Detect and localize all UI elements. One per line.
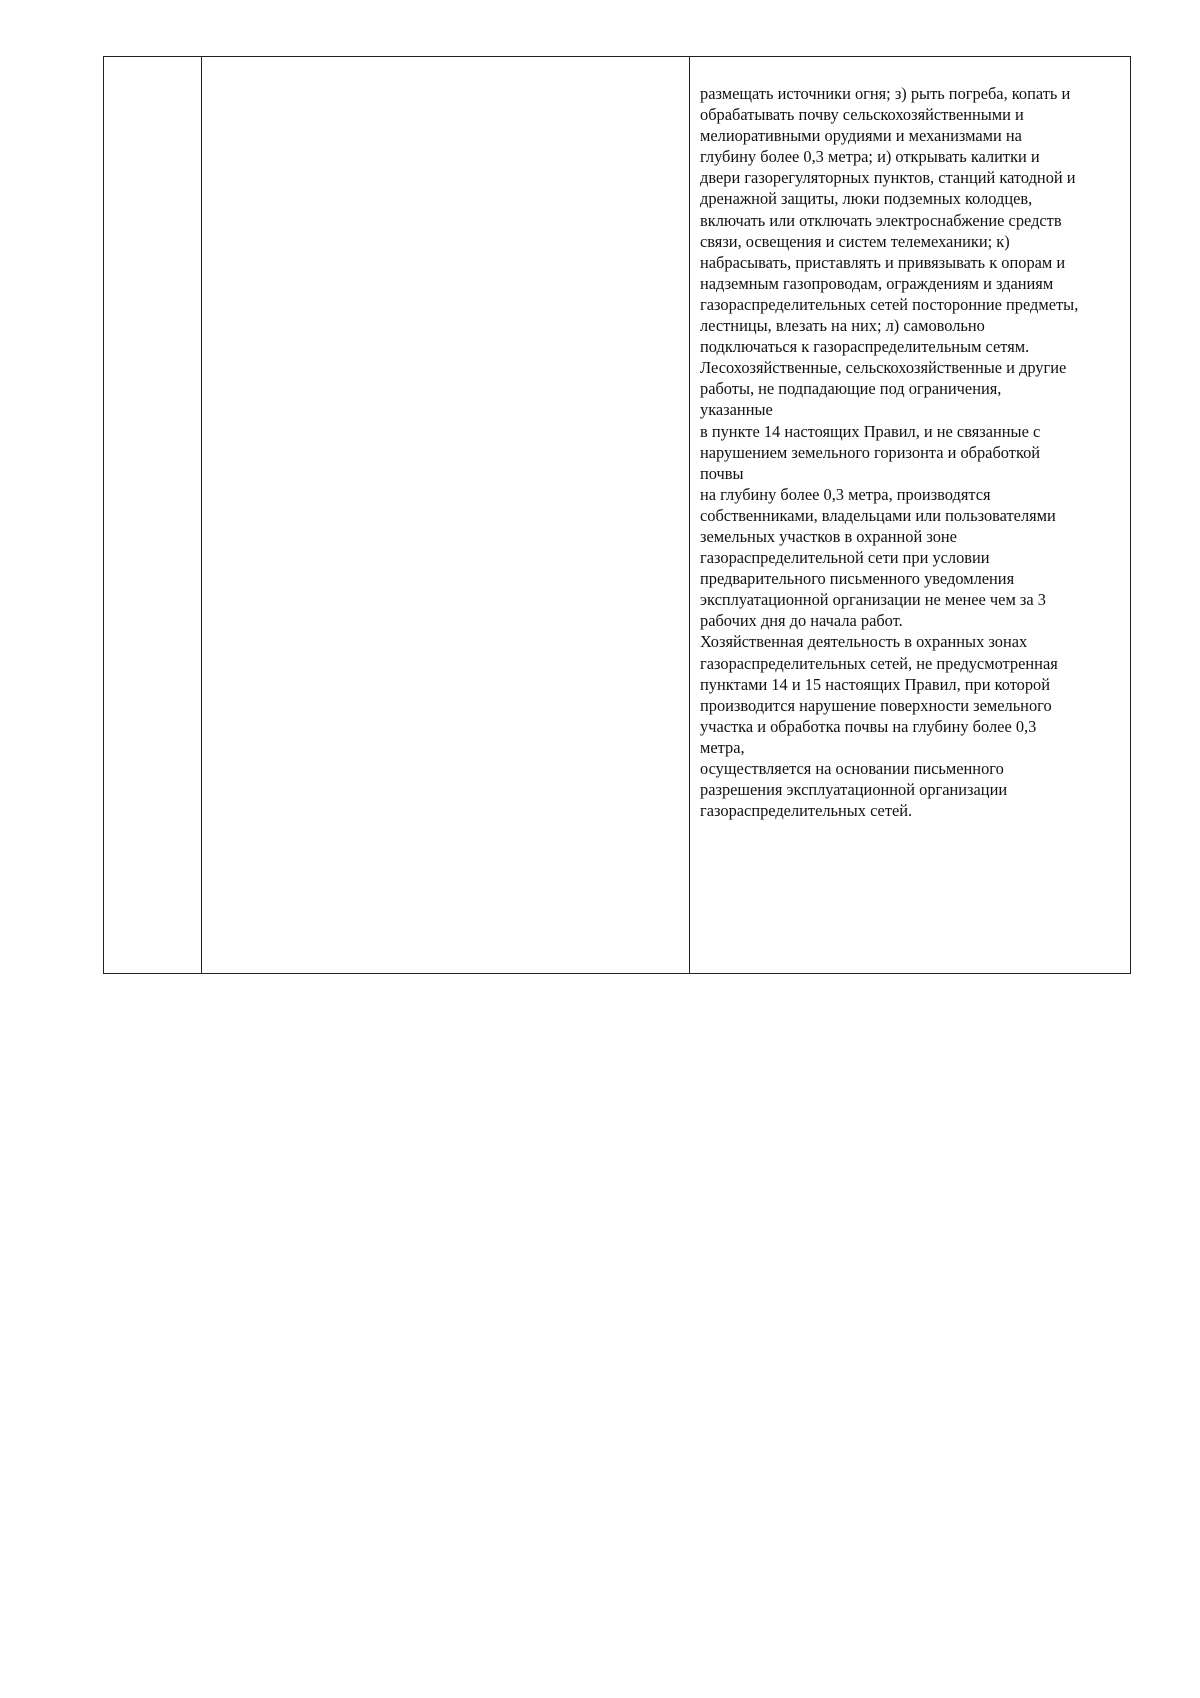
text-line: глубину более 0,3 метра; и) открывать калитки и (700, 147, 1040, 167)
regulation-text-block (700, 83, 1122, 821)
text-line: собственниками, владельцами или пользователями (700, 505, 1056, 525)
text-line: газораспределительных сетей. (700, 801, 913, 821)
text-line: осуществляется на основании письменного (700, 759, 1004, 778)
text-line: земельных участков в охранной зоне (700, 526, 957, 546)
table-cell-column-2 (202, 57, 690, 973)
text-line: лестницы, влезать на них; л) самовольно (700, 316, 985, 336)
table-cell-column-3 (690, 57, 1130, 973)
text-line: в пункте 14 настоящих Правил, и не связанные с (700, 421, 1041, 441)
text-line: подключаться к газораспределительным сетям. (700, 337, 1030, 357)
text-line: Лесохозяйственные, сельскохозяйственные и другие (700, 358, 1067, 378)
text-line: связи, освещения и систем телемеханики; к) (700, 231, 1010, 251)
text-line: метра, (700, 737, 745, 757)
text-line: набрасывать, приставлять и привязывать к опорам и (700, 252, 1066, 272)
text-line: двери газорегуляторных пунктов, станций катодной и (700, 168, 1076, 188)
text-line: Хозяйственная деятельность в охранных зонах (700, 632, 1028, 652)
text-line: рабочих дня до начала работ. (700, 611, 903, 631)
text-line: на глубину более 0,3 метра, производятся (700, 484, 991, 504)
text-line: дренажной защиты, люки подземных колодцев, (700, 189, 1033, 209)
text-line: производится нарушение поверхности земельного (700, 695, 1052, 715)
text-line: указанные (700, 400, 773, 420)
text-line: надземным газопроводам, ограждениям и зданиям (700, 273, 1054, 293)
text-line: обрабатывать почву сельскохозяйственными и (700, 105, 1024, 125)
text-line: предварительного письменного уведомления (700, 569, 1015, 589)
text-line: размещать источники огня; з) рыть погреба, копать и (700, 84, 1071, 103)
text-line: газораспределительных сетей, не предусмотренная (700, 653, 1058, 673)
document-table (103, 56, 1131, 974)
table-cell-column-1 (104, 57, 202, 973)
text-line: работы, не подпадающие под ограничения, (700, 379, 1002, 399)
text-line: мелиоративными орудиями и механизмами на (700, 126, 1022, 146)
text-line: участка и обработка почвы на глубину более 0,3 (700, 716, 1037, 736)
text-line: почвы (700, 463, 744, 483)
text-line: эксплуатационной организации не менее чем за 3 (700, 590, 1046, 610)
text-line: нарушением земельного горизонта и обработкой (700, 442, 1041, 462)
text-line: пунктами 14 и 15 настоящих Правил, при которой (700, 674, 1051, 694)
text-line: включать или отключать электроснабжение средств (700, 210, 1062, 230)
text-line: газораспределительных сетей посторонние предметы, (700, 294, 1079, 314)
text-line: газораспределительной сети при условии (700, 548, 990, 568)
text-line: разрешения эксплуатационной организации (700, 780, 1008, 800)
